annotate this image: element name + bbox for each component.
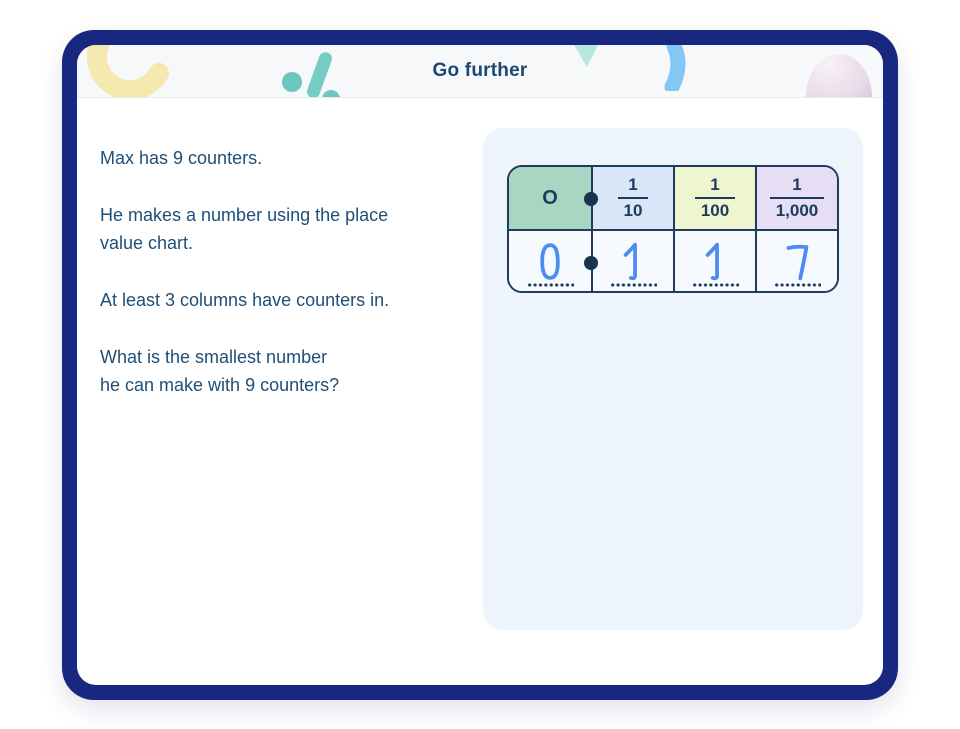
page-title: Go further: [432, 60, 528, 81]
column-header-hundredths: [673, 167, 755, 229]
answer-cell-thousandths[interactable]: [755, 231, 837, 291]
question-paragraph: [100, 286, 490, 314]
fraction-numerator: 1: [770, 175, 825, 199]
answer-cell-hundredths[interactable]: [673, 231, 755, 291]
column-header-tenths: [591, 167, 673, 229]
question-line: At least 3 columns have counters in.: [100, 290, 390, 310]
answer-dotted-line: [527, 283, 574, 287]
answer-cell-ones[interactable]: [509, 231, 591, 291]
workspace-panel: [483, 128, 863, 630]
question-line: Max has 9 counters.: [100, 148, 263, 168]
handwritten-digit: [698, 241, 732, 282]
fraction-numerator: 1: [618, 175, 649, 199]
question-window: [62, 30, 898, 700]
question-line: He makes a number using the place: [100, 205, 389, 225]
handwritten-digit: [780, 241, 814, 282]
question-paragraph: [100, 201, 490, 257]
fraction-one-thousandth: [770, 175, 825, 220]
fraction-one-hundredth: [695, 175, 735, 220]
column-header-ones: [509, 167, 591, 229]
window-inner: [77, 45, 883, 685]
handwritten-digit: [533, 241, 567, 282]
window-body: [77, 98, 883, 684]
answer-dotted-line: [610, 283, 657, 287]
question-line: value chart.: [100, 233, 194, 253]
fraction-denominator: 1,000: [775, 201, 819, 220]
answer-cell-tenths[interactable]: [591, 231, 673, 291]
answer-dotted-line: [692, 283, 739, 287]
ones-label: O: [542, 186, 558, 209]
answer-dotted-line: [774, 283, 821, 287]
question-text: [100, 144, 490, 428]
place-value-chart: [507, 165, 839, 293]
question-paragraph: [100, 144, 490, 172]
place-value-header-row: [509, 167, 837, 229]
fraction-denominator: 100: [700, 201, 730, 220]
fraction-denominator: 10: [623, 201, 643, 220]
window-header: [77, 45, 883, 98]
column-header-thousandths: [755, 167, 837, 229]
question-paragraph: [100, 343, 490, 399]
place-value-answer-row: [509, 229, 837, 291]
handwritten-digit: [616, 241, 650, 282]
decimal-point-icon: [584, 192, 598, 206]
fraction-numerator: 1: [695, 175, 735, 199]
question-line: What is the smallest number: [100, 347, 328, 367]
decimal-point-icon: [584, 256, 598, 270]
question-line: he can make with 9 counters?: [100, 375, 340, 395]
fraction-one-tenth: [618, 175, 649, 220]
